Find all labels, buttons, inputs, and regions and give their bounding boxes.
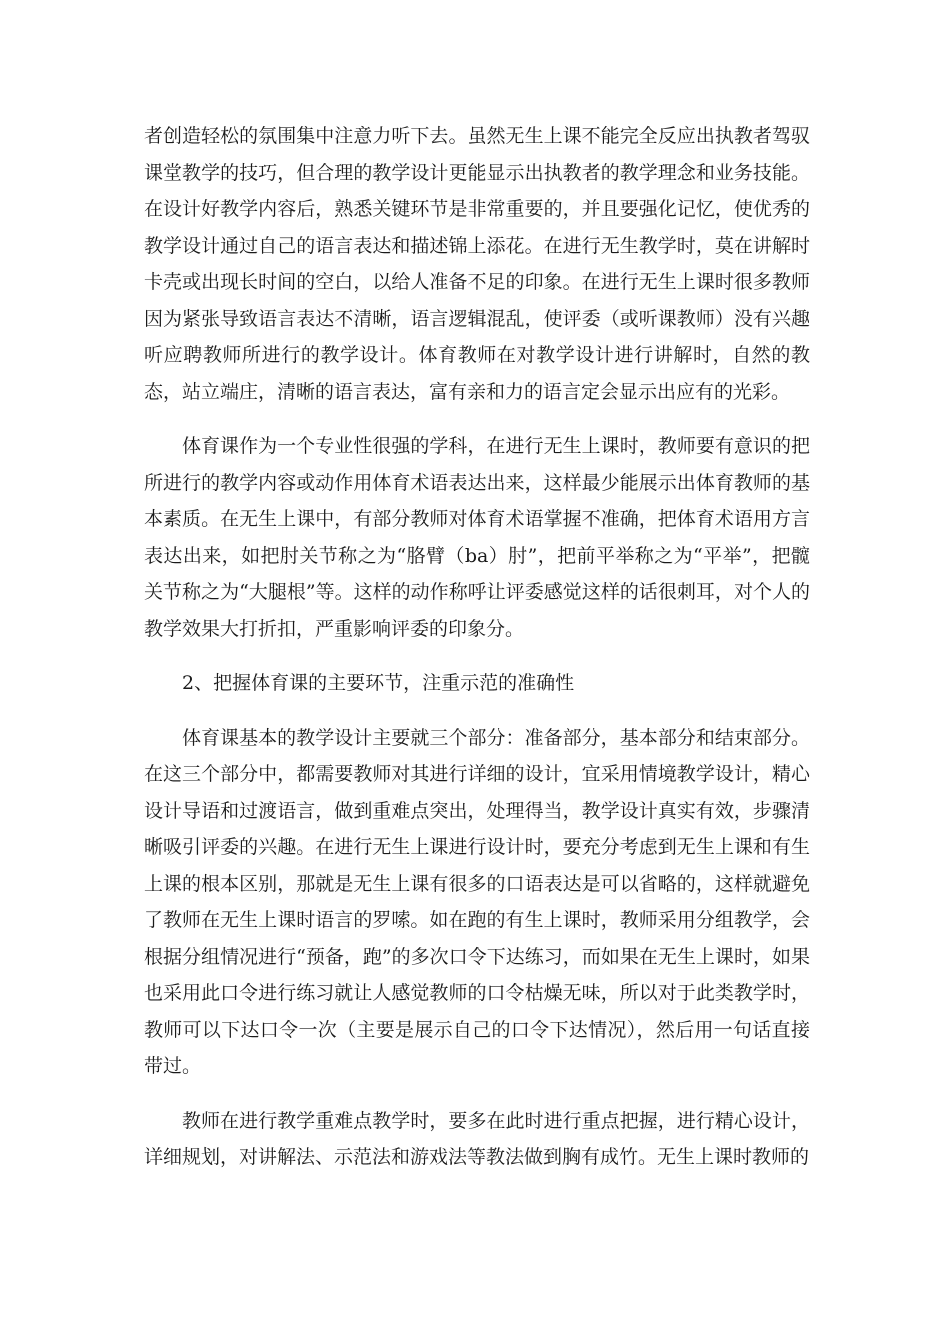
paragraph-1: 者创造轻松的氛围集中注意力听下去。虽然无生上课不能完全反应出执教者驾驭课堂教学的技巧，但合理的教学设计更能显示出执教者的教学理念和业务技能。在设计好教学内容后，熟悉关键环节是非常重要的，并且要强化记忆，使优秀的教学设计通过自己的语言表达和描述锦上添花。在进行无生教学时，莫在讲解时卡壳或出现长时间的空白，以给人准备不足的印象。在进行无生上课时很多教师因为紧张导致语言表达不清晰，语言逻辑混乱，使评委（或听课教师）没有兴趣听应聘教师所进行的教学设计。体育教师在对教学设计进行讲解时，自然的教态，站立端庄，清晰的语言表达，富有亲和力的语言定会显示出应有的光彩。 xyxy=(144,125,810,403)
document-body xyxy=(144,118,810,1194)
section-heading: 2、把握体育课的主要环节，注重示范的准确性 xyxy=(182,672,575,694)
paragraph-3: 体育课基本的教学设计主要就三个部分：准备部分，基本部分和结束部分。在这三个部分中，都需要教师对其进行详细的设计，宜采用情境教学设计，精心设计导语和过渡语言，做到重难点突出，处理得当，教学设计真实有效，步骤清晰吸引评委的兴趣。在进行无生上课进行设计时，要充分考虑到无生上课和有生上课的根本区别，那就是无生上课有很多的口语表达是可以省略的，这样就避免了教师在无生上课时语言的罗嗦。如在跑的有生上课时，教师采用分组教学，会根据分组情况进行“预备，跑”的多次口令下达练习，而如果在无生上课时，如果也采用此口令进行练习就让人感觉教师的口令枯燥无味，所以对于此类教学时，教师可以下达口令一次（主要是展示自己的口令下达情况），然后用一句话直接带过。 xyxy=(144,726,810,1077)
paragraph-2: 体育课作为一个专业性很强的学科，在进行无生上课时，教师要有意识的把所进行的教学内容或动作用体育术语表达出来，这样最少能展示出体育教师的基本素质。在无生上课中，有部分教师对体育术语掌握不准确，把体育术语用方言表达出来，如把肘关节称之为“胳臂（ba）肘”，把前平举称之为“平举”，把髋关节称之为“大腿根”等。这样的动作称呼让评委感觉这样的话很刺耳，对个人的教学效果大打折扣，严重影响评委的印象分。 xyxy=(144,435,810,640)
paragraph-4: 教师在进行教学重难点教学时，要多在此时进行重点把握，进行精心设计，详细规划，对讲解法、示范法和游戏法等教法做到胸有成竹。无生上课时教师的 xyxy=(144,1109,810,1168)
